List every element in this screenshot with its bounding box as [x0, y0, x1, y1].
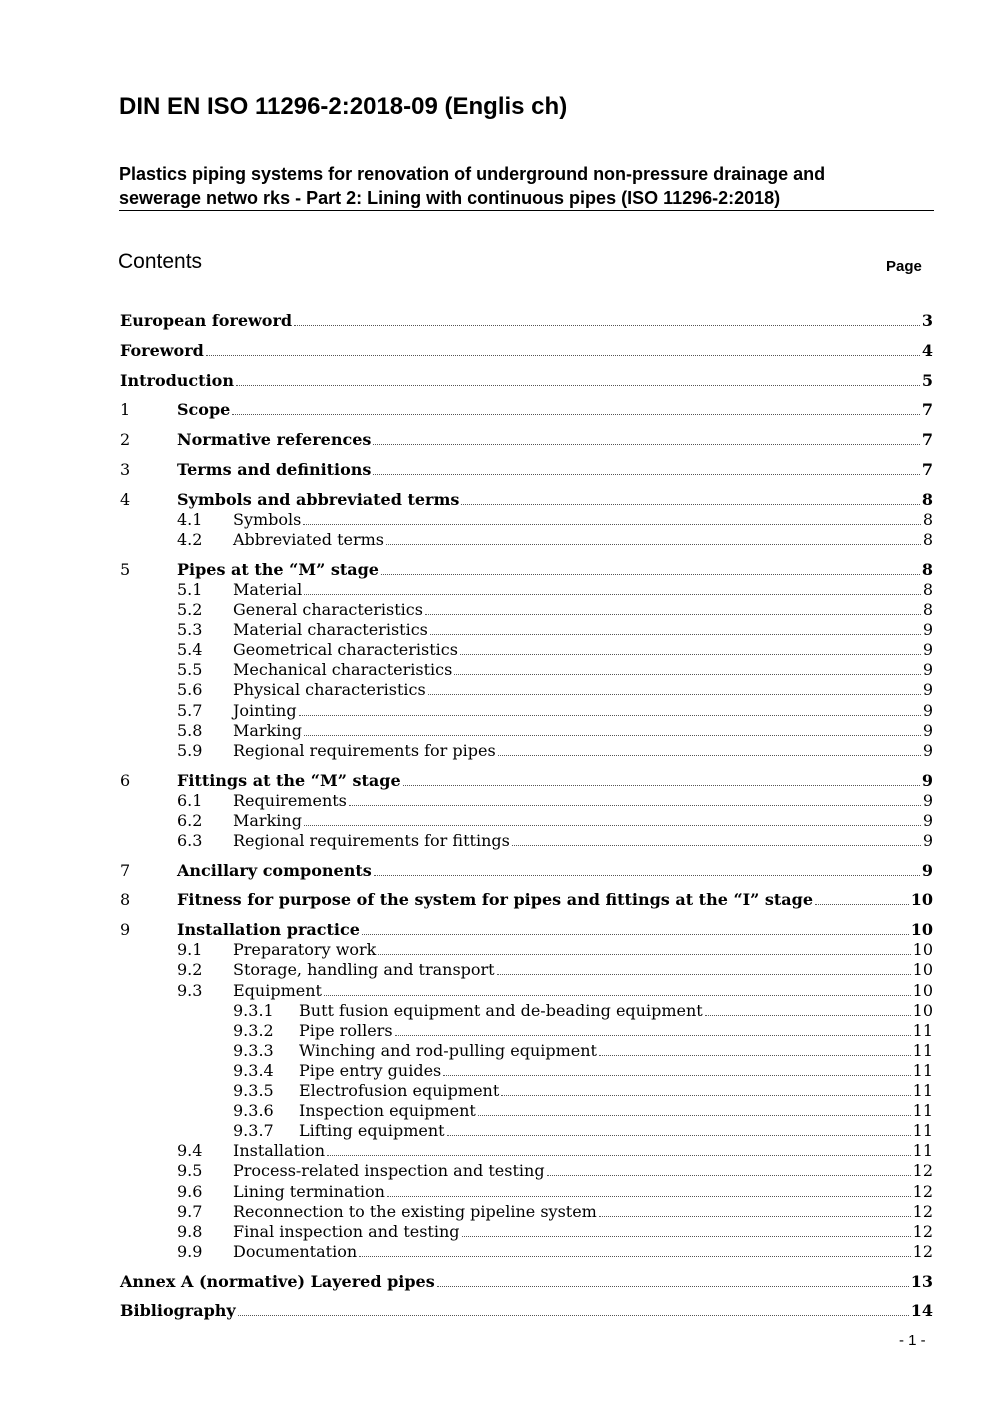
- toc-dot-leader: [428, 694, 921, 695]
- toc-entry[interactable]: [120, 1300, 933, 1320]
- toc-entry-page: 7: [921, 400, 933, 420]
- toc-entry-page: 8: [922, 579, 933, 599]
- toc-entry[interactable]: [120, 340, 933, 360]
- toc-entry-page: 10: [912, 960, 933, 980]
- toc-entry-number: 5.8: [177, 720, 203, 740]
- toc-dot-leader: [705, 1015, 911, 1016]
- toc-entry[interactable]: [120, 919, 933, 939]
- toc-entry-number: 6.1: [177, 790, 203, 810]
- toc-entry-label: Material: [233, 579, 303, 599]
- toc-entry-page: 9: [922, 720, 933, 740]
- toc-entry-label: Scope: [177, 400, 231, 420]
- toc-entry-number: 9.3.5: [233, 1081, 274, 1100]
- toc-entry[interactable]: [120, 1160, 933, 1180]
- toc-entry[interactable]: [120, 529, 933, 549]
- toc-dot-leader: [547, 1175, 911, 1176]
- toc-entry[interactable]: [120, 639, 933, 659]
- toc-entry[interactable]: [120, 1271, 933, 1291]
- toc-entry[interactable]: [120, 1040, 933, 1060]
- toc-entry-number: 5.2: [177, 600, 203, 619]
- toc-dot-leader: [461, 504, 919, 505]
- toc-entry-number: 7: [120, 860, 131, 880]
- toc-entry-number: 5.3: [177, 620, 203, 640]
- toc-entry-page: 8: [922, 530, 933, 549]
- toc-entry-page: 9: [922, 790, 933, 810]
- toc-entry-label: Pipe entry guides: [299, 1060, 442, 1080]
- toc-entry-label: Reconnection to the existing pipeline system: [233, 1201, 597, 1221]
- toc-entry[interactable]: [120, 1000, 933, 1020]
- toc-dot-leader: [462, 1236, 911, 1237]
- toc-dot-leader: [373, 474, 919, 475]
- toc-entry[interactable]: [120, 1020, 933, 1040]
- toc-entry-page: 12: [912, 1201, 933, 1221]
- toc-entry[interactable]: [120, 959, 933, 979]
- toc-entry[interactable]: [120, 429, 933, 449]
- toc-dot-leader: [454, 674, 920, 675]
- toc-entry-number: 1: [120, 400, 131, 420]
- toc-entry[interactable]: [120, 370, 933, 390]
- toc-dot-leader: [447, 1135, 911, 1136]
- toc-dot-leader: [238, 1315, 909, 1316]
- toc-entry-number: 4.2: [177, 530, 203, 549]
- toc-entry[interactable]: [120, 579, 933, 599]
- toc-entry-number: 9.2: [177, 960, 203, 980]
- toc-entry[interactable]: [120, 1100, 933, 1120]
- toc-entry-page: 9: [922, 740, 933, 760]
- toc-entry-number: 9.1: [177, 940, 203, 960]
- toc-dot-leader: [386, 544, 921, 545]
- toc-entry-label: Fitness for purpose of the system for pipes and fittings at the “I” stage: [177, 890, 814, 910]
- toc-entry-page: 11: [912, 1040, 933, 1060]
- toc-entry-number: 9.3.4: [233, 1060, 274, 1080]
- toc-entry-label: Material characteristics: [233, 620, 428, 640]
- toc-entry-label: Requirements: [233, 790, 347, 810]
- toc-entry-number: 9.3.3: [233, 1040, 274, 1060]
- toc-entry[interactable]: [120, 700, 933, 720]
- toc-entry-number: 9.4: [177, 1141, 203, 1161]
- toc-entry-label: Lining termination: [233, 1181, 385, 1201]
- toc-entry-label: Foreword: [120, 340, 204, 360]
- toc-entry[interactable]: [120, 790, 933, 810]
- document-title: DIN EN ISO 11296-2:2018-09 (Englis ch): [119, 93, 568, 120]
- toc-dot-leader: [359, 1256, 911, 1257]
- toc-entry[interactable]: [120, 980, 933, 1000]
- toc-entry-label: Ancillary components: [177, 860, 372, 880]
- toc-entry-number: 9.5: [177, 1161, 203, 1181]
- toc-entry-page: 12: [912, 1241, 933, 1261]
- toc-entry-number: 6.2: [177, 810, 203, 830]
- toc-entry-label: Lifting equipment: [299, 1121, 445, 1141]
- toc-entry-page: 10: [910, 920, 933, 940]
- toc-entry[interactable]: [120, 459, 933, 479]
- toc-entry-label: Documentation: [233, 1241, 358, 1261]
- toc-entry-page: 11: [912, 1101, 933, 1121]
- toc-entry-label: European foreword: [120, 311, 293, 330]
- toc-entry-label: Normative references: [177, 430, 372, 450]
- toc-entry[interactable]: [120, 679, 933, 699]
- toc-entry-label: Installation: [233, 1141, 326, 1161]
- toc-entry[interactable]: [120, 1221, 933, 1241]
- toc-entry-label: Equipment: [233, 980, 322, 1000]
- toc-entry-number: 5.5: [177, 660, 203, 680]
- toc-entry-page: 7: [921, 430, 933, 450]
- toc-entry-label: Regional requirements for pipes: [233, 740, 496, 760]
- toc-entry-number: 4.1: [177, 509, 203, 529]
- toc-entry[interactable]: [120, 860, 933, 880]
- toc-dot-leader: [425, 614, 921, 615]
- toc-entry[interactable]: [120, 770, 933, 790]
- toc-dot-leader: [304, 825, 921, 826]
- toc-entry-label: Physical characteristics: [233, 680, 426, 700]
- toc-entry-page: 11: [912, 1121, 933, 1141]
- toc-entry-page: 9: [922, 660, 933, 680]
- toc-entry-label: Terms and definitions: [177, 460, 372, 479]
- toc-entry-label: Jointing: [233, 700, 297, 720]
- toc-entry[interactable]: [120, 1201, 933, 1221]
- toc-entry-label: Winching and rod-pulling equipment: [299, 1040, 597, 1060]
- contents-heading: Contents: [118, 250, 203, 273]
- toc-entry-label: Bibliography: [120, 1301, 236, 1321]
- toc-entry-page: 11: [912, 1060, 933, 1080]
- toc-entry[interactable]: [120, 399, 933, 419]
- toc-entry-page: 9: [922, 680, 933, 700]
- toc-dot-leader: [599, 1216, 911, 1217]
- toc-entry[interactable]: [120, 1181, 933, 1201]
- toc-entry-label: Fittings at the “M” stage: [177, 770, 401, 790]
- document-subtitle: [119, 162, 931, 210]
- toc-entry[interactable]: [120, 889, 933, 909]
- toc-dot-leader: [324, 995, 911, 996]
- page-number: - 1 -: [899, 1332, 926, 1349]
- toc-entry-page: 11: [912, 1020, 933, 1040]
- toc-entry-page: 8: [922, 509, 933, 529]
- toc-dot-leader: [304, 594, 921, 595]
- toc-dot-leader: [327, 1155, 911, 1156]
- toc-entry-label: Installation practice: [177, 920, 360, 940]
- toc-entry-page: 10: [912, 940, 933, 960]
- toc-entry[interactable]: [120, 1140, 933, 1160]
- toc-entry[interactable]: [120, 740, 933, 760]
- toc-entry-number: 9.3.1: [233, 1000, 274, 1020]
- toc-entry-page: 12: [912, 1221, 933, 1241]
- subtitle-line: Plastics piping systems for renovation of underground non-pressure drainage and: [119, 164, 826, 184]
- toc-entry-page: 12: [912, 1161, 933, 1181]
- toc-entry-label: General characteristics: [233, 600, 423, 619]
- toc-entry-number: 6: [120, 770, 131, 790]
- toc-entry-number: 5.4: [177, 640, 203, 660]
- toc-entry-number: 9.3: [177, 980, 203, 1000]
- toc-entry-page: 9: [922, 700, 933, 720]
- toc-entry-label: Introduction: [120, 370, 234, 390]
- toc-dot-leader: [437, 1286, 909, 1287]
- toc-entry-label: Process-related inspection and testing: [233, 1161, 545, 1181]
- toc-entry[interactable]: [120, 939, 933, 959]
- toc-entry[interactable]: [120, 1080, 933, 1100]
- toc-dot-leader: [395, 1035, 911, 1036]
- toc-entry[interactable]: [120, 509, 933, 529]
- toc-entry-page: 9: [921, 860, 933, 880]
- toc-entry-page: 9: [921, 770, 933, 790]
- toc-entry-page: 3: [921, 311, 933, 330]
- toc-entry-page: 12: [912, 1181, 933, 1201]
- toc-entry-number: 3: [120, 460, 131, 479]
- toc-entry-label: Marking: [233, 810, 302, 830]
- toc-entry-number: 9.3.7: [233, 1121, 274, 1141]
- toc-entry-page: 9: [922, 640, 933, 660]
- toc-entry-page: 5: [921, 370, 933, 390]
- toc-entry-number: 9.3.2: [233, 1020, 274, 1040]
- toc-entry-label: Storage, handling and transport: [233, 960, 495, 980]
- toc-dot-leader: [497, 974, 911, 975]
- toc-entry-label: Pipe rollers: [299, 1020, 393, 1040]
- toc-entry[interactable]: [120, 1060, 933, 1080]
- toc-dot-leader: [206, 355, 920, 356]
- toc-entry[interactable]: [120, 659, 933, 679]
- toc-dot-leader: [443, 1075, 910, 1076]
- toc-entry-page: 8: [921, 559, 933, 579]
- toc-dot-leader: [299, 715, 921, 716]
- toc-dot-leader: [236, 385, 920, 386]
- toc-entry[interactable]: [120, 1120, 933, 1140]
- toc-entry-page: 10: [912, 980, 933, 1000]
- toc-entry-page: 10: [910, 890, 933, 910]
- toc-entry-number: 9.9: [177, 1241, 203, 1261]
- toc-dot-leader: [373, 444, 919, 445]
- toc-entry-page: 11: [912, 1081, 933, 1100]
- toc-entry-label: Symbols and abbreviated terms: [177, 489, 460, 509]
- toc-entry-page: 8: [922, 600, 933, 619]
- toc-entry-label: Electrofusion equipment: [299, 1081, 500, 1100]
- toc-entry-number: 4: [120, 489, 131, 509]
- toc-entry[interactable]: [120, 310, 933, 330]
- toc-entry-label: Symbols: [233, 509, 302, 529]
- toc-entry[interactable]: [120, 1241, 933, 1261]
- toc-dot-leader: [815, 904, 909, 905]
- toc-dot-leader: [512, 845, 921, 846]
- toc-dot-leader: [381, 574, 920, 575]
- title-divider: [119, 210, 934, 211]
- toc-entry[interactable]: [120, 810, 933, 830]
- toc-entry-page: 4: [921, 340, 933, 360]
- toc-entry-number: 5.1: [177, 579, 203, 599]
- toc-entry-label: Abbreviated terms: [233, 530, 385, 549]
- toc-entry-label: Inspection equipment: [299, 1101, 476, 1121]
- subtitle-line: sewerage netwo rks - Part 2: Lining with continuous pipes (ISO 11296-2:2018): [119, 188, 781, 208]
- toc-dot-leader: [304, 735, 921, 736]
- toc-entry-label: Butt fusion equipment and de-beading equipment: [299, 1000, 703, 1020]
- toc-entry-number: 5.7: [177, 700, 203, 720]
- toc-dot-leader: [303, 524, 920, 525]
- toc-entry[interactable]: [120, 619, 933, 639]
- toc-dot-leader: [387, 1196, 911, 1197]
- toc-entry-number: 9: [120, 920, 131, 940]
- toc-entry-label: Geometrical characteristics: [233, 640, 458, 660]
- toc-entry[interactable]: [120, 830, 933, 850]
- toc-entry-number: 9.6: [177, 1181, 203, 1201]
- toc-entry-label: Pipes at the “M” stage: [177, 559, 379, 579]
- toc-entry-number: 2: [120, 430, 131, 450]
- toc-entry-page: 14: [910, 1301, 933, 1321]
- toc-entry[interactable]: [120, 489, 933, 509]
- toc-entry-label: Marking: [233, 720, 302, 740]
- toc-entry-number: 9.8: [177, 1221, 203, 1241]
- toc-entry-page: 8: [921, 489, 933, 509]
- toc-dot-leader: [501, 1095, 910, 1096]
- toc-dot-leader: [294, 325, 920, 326]
- toc-entry-number: 5.9: [177, 740, 203, 760]
- toc-entry-number: 5.6: [177, 680, 203, 700]
- toc-entry-page: 9: [922, 620, 933, 640]
- toc-entry-label: Regional requirements for fittings: [233, 830, 510, 850]
- toc-dot-leader: [498, 755, 921, 756]
- toc-entry-page: 13: [910, 1271, 933, 1291]
- toc-dot-leader: [599, 1055, 911, 1056]
- toc-entry[interactable]: [120, 720, 933, 740]
- toc-dot-leader: [430, 634, 921, 635]
- toc-entry-label: Preparatory work: [233, 940, 377, 960]
- toc-entry-number: 5: [120, 559, 131, 579]
- toc-entry-number: 8: [120, 890, 131, 910]
- toc-dot-leader: [374, 875, 920, 876]
- toc-dot-leader: [478, 1115, 911, 1116]
- toc-dot-leader: [349, 805, 921, 806]
- toc-entry-number: 9.3.6: [233, 1101, 274, 1121]
- toc-entry-label: Mechanical characteristics: [233, 660, 453, 680]
- toc-entry-page: 11: [912, 1141, 933, 1161]
- toc-entry-page: 9: [922, 810, 933, 830]
- toc-dot-leader: [403, 785, 920, 786]
- toc-dot-leader: [232, 414, 920, 415]
- toc-dot-leader: [362, 934, 909, 935]
- toc-entry-page: 7: [921, 460, 933, 479]
- toc-entry-label: Final inspection and testing: [233, 1221, 460, 1241]
- toc-entry-label: Annex A (normative) Layered pipes: [120, 1271, 435, 1291]
- page-column-heading: Page: [886, 258, 922, 275]
- toc-entry-page: 10: [912, 1000, 933, 1020]
- toc-entry-page: 9: [922, 830, 933, 850]
- toc-entry[interactable]: [120, 559, 933, 579]
- toc-entry-number: 6.3: [177, 830, 203, 850]
- toc-entry[interactable]: [120, 599, 933, 619]
- toc-entry-number: 9.7: [177, 1201, 203, 1221]
- toc-dot-leader: [460, 654, 921, 655]
- toc-dot-leader: [378, 954, 910, 955]
